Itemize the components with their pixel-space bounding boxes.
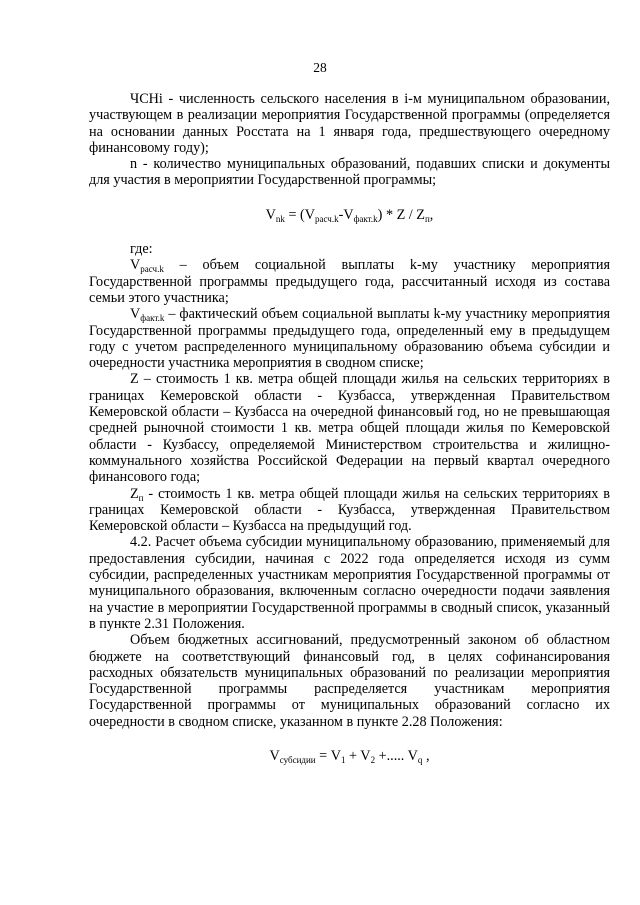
paragraph-z: Z – стоимость 1 кв. метра общей площади жилья на сельских территориях в границах Кемеровской области - Кузбасса, утвержденная Правительством Кемеровской области – Кузбасса на очередной финансовый год, но не превышающая средней рыночной стоимости 1 кв. метра общей площади жилья по Кемеровской области - Кузбассу, определяемой Министерством строительства и жилищно-коммунального хозяйства Российской Федерации на первый квартал очередного финансового года; — [89, 371, 610, 486]
paragraph-4-2: 4.2. Расчет объема субсидии муниципальному образованию, применяемый для предоставления субсидии, начиная с 2022 года определяется исходя из сумм субсидии, распределенных участникам мероприятия Государственной программы от муниципального образования, включенным согласно очередности подачи заявления на участие в мероприятии Государственной программы в сводный список, указанный в пункте 2.31 Положения. — [89, 534, 610, 632]
formula-vsub-s1: 1 — [340, 754, 346, 765]
document-body — [89, 91, 610, 764]
vfakt-sub: факт.k — [140, 313, 165, 324]
vrasch-sub: расч.k — [140, 264, 164, 275]
formula-vnk-eq: = (V — [284, 206, 315, 223]
formula-vsub-sq: q — [417, 754, 423, 765]
formula-vsubsidii — [89, 748, 610, 764]
formula-vsub-tail: , — [422, 747, 430, 764]
paragraph-zp — [89, 486, 610, 535]
formula-vnk-sub2: факт.k — [353, 213, 378, 224]
zp-sub: п — [138, 492, 144, 503]
formula-vnk-lhs: V — [265, 206, 276, 223]
formula-vsub-v-sub: субсидии — [279, 754, 316, 765]
formula-vnk — [89, 207, 610, 223]
vfakt-text: – фактический объем социальной выплаты k-му участнику мероприятия Государственной программы предыдущего года, определенный ему в предыдущем году с учетом распределенного муниципальному образованию объема субсидии и очередности участника мероприятия в сводном списке; — [89, 306, 610, 372]
vrasch-text: – объем социальной выплаты k-му участнику мероприятия Государственной программы предыдущего года, рассчитанный исходя из состава семьи этого участника; — [89, 257, 610, 306]
paragraph-chsn: ЧСНі - численность сельского населения в i-м муниципальном образовании, участвующем в реализации мероприятия Государственной программы (определяется на основании данных Росстата на 1 января года, предшествующего очередному финансовому году); — [89, 91, 610, 156]
paragraph-n: n - количество муниципальных образований, подавших списки и документы для участия в мероприятии Государственной программы; — [89, 156, 610, 189]
formula-vsub-s2: 2 — [370, 754, 376, 765]
formula-vnk-lhs-sub: nk — [275, 213, 285, 224]
formula-vnk-minus: -V — [338, 206, 354, 223]
vfakt-symbol: V — [130, 306, 141, 323]
formula-vnk-rest: ) * Z / Z — [377, 206, 425, 223]
formula-vnk-tail: , — [429, 206, 434, 223]
paragraph-vrasch — [89, 257, 610, 306]
paragraph-budget: Объем бюджетных ассигнований, предусмотренный законом об областном бюджете на соответствующий финансовый год, в целях софинансирования расходных обязательств муниципальных образований по реализации мероприятия Государственной программы распределяется участникам мероприятия Государственной программы от муниципальных образований согласно их очередности в сводном списке, указанном в пункте 2.28 Положения: — [89, 632, 610, 730]
formula-vnk-sub1: расч.k — [315, 213, 339, 224]
zp-text: - стоимость 1 кв. метра общей площади жилья на сельских территориях в границах Кемеровской области - Кузбасса, утвержденная Правительством Кемеровской области – Кузбасса на предыдущий год. — [89, 485, 610, 535]
formula-vsub-plus1: + V — [345, 747, 371, 764]
formula-vsub-plus2: +..... V — [375, 747, 418, 764]
page-number: 28 — [313, 60, 327, 75]
paragraph-vfakt — [89, 306, 610, 371]
formula-vsub-eq: = V — [315, 747, 341, 764]
formula-vsub-v: V — [269, 747, 280, 764]
where-label: где: — [130, 241, 153, 258]
vrasch-symbol: V — [130, 257, 141, 274]
formula-vnk-sub3: п — [424, 213, 430, 224]
zp-symbol: Z — [130, 485, 139, 502]
